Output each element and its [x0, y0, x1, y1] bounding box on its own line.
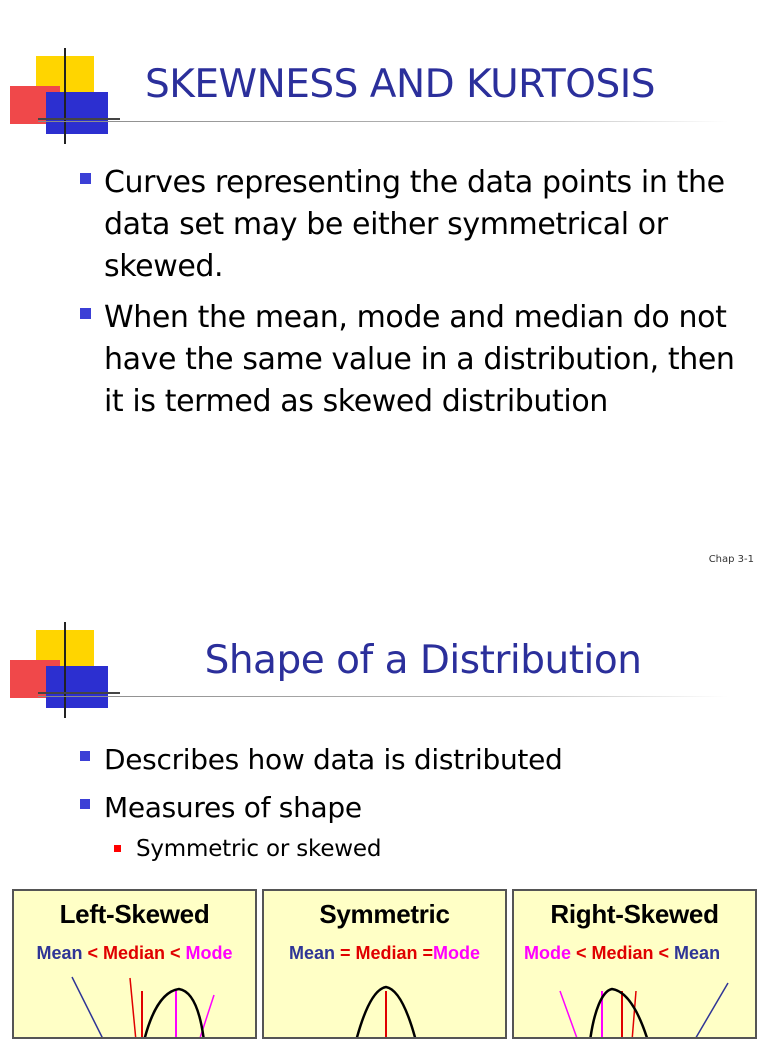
panel-right-skewed: [512, 889, 757, 1039]
panel-symmetric: [262, 889, 507, 1039]
panel-relation: Mode < Median < Mean: [524, 943, 721, 963]
mode-line: [199, 995, 214, 1039]
panel-relation: Mean = Median =Mode: [288, 943, 481, 963]
distribution-curve: [144, 989, 204, 1039]
sub-bullet-square-icon: [114, 845, 121, 852]
slide-logo: [10, 56, 110, 146]
sub-bullet-item: Symmetric or skewed: [114, 836, 381, 862]
slide-title: Shape of a Distribution: [204, 638, 642, 683]
panel-relation: Mean < Median < Mode: [36, 943, 233, 963]
bullet-square-icon: [80, 173, 91, 184]
slide-title: SKEWNESS AND KURTOSIS: [145, 62, 655, 107]
left-skewed-curve: [14, 891, 257, 1039]
distribution-curve: [590, 989, 648, 1039]
bullet-item: When the mean, mode and median do not have the same value in a distribution, then it is termed as skewed distribution: [76, 297, 746, 423]
mean-line: [694, 983, 728, 1039]
slide-2: [0, 580, 768, 1024]
mode-line: [560, 991, 578, 1039]
title-divider: [38, 696, 728, 697]
bullet-item: Curves representing the data points in the data set may be either symmetrical or skewed.: [76, 162, 746, 288]
median-line: [632, 991, 636, 1039]
title-divider: [38, 121, 728, 122]
symmetric-curve: [264, 891, 507, 1039]
bullet-list: [76, 162, 746, 432]
bullet-list: [76, 740, 746, 836]
panel-left-skewed: [12, 889, 257, 1039]
bullet-item: Describes how data is distributed: [76, 740, 746, 780]
bullet-square-icon: [80, 751, 90, 761]
bullet-item: Measures of shape: [76, 788, 746, 828]
panel-title: Symmetric: [319, 899, 450, 929]
right-skewed-curve: [514, 891, 757, 1039]
panel-title: Left-Skewed: [59, 899, 210, 929]
slide-number: Chap 3-1: [708, 554, 754, 565]
panel-title: Right-Skewed: [550, 899, 719, 929]
mean-line: [72, 977, 104, 1039]
bullet-square-icon: [80, 308, 91, 319]
slide-logo: [10, 630, 110, 720]
bullet-square-icon: [80, 799, 90, 809]
median-line: [130, 978, 136, 1039]
